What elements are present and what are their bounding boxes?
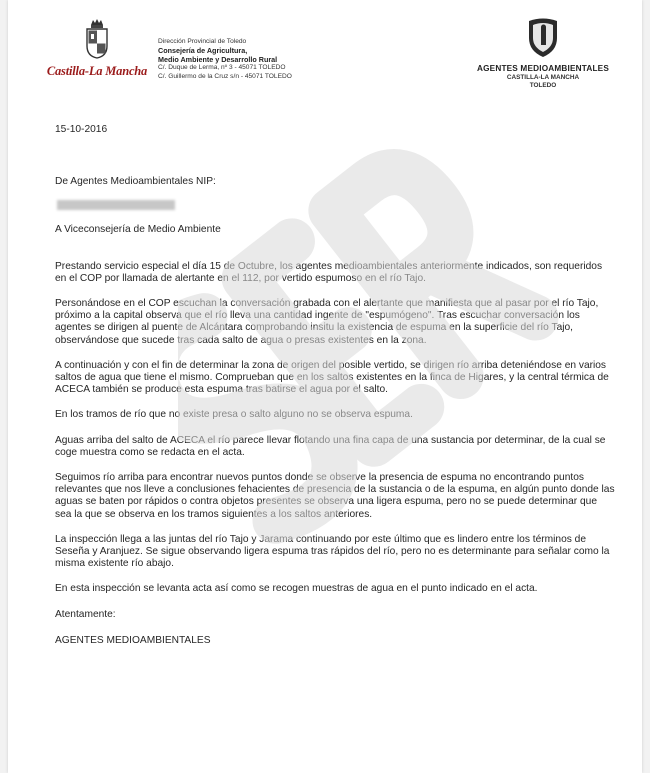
dept-address-2: C/. Guillermo de la Cruz s/n - 45071 TOLEDO [158, 72, 292, 80]
dept-line-1: Dirección Provincial de Toledo [158, 38, 247, 45]
agency-title: AGENTES MEDIOAMBIENTALES [476, 64, 609, 73]
letter-body [55, 124, 615, 659]
jccm-logo [38, 16, 156, 79]
letter-page [8, 0, 642, 773]
dept-line-2: Consejería de Agricultura, [158, 46, 248, 56]
department-block [158, 38, 368, 81]
dept-address-1: C/. Duque de Lerma, nº 3 - 45071 TOLEDO [158, 64, 286, 72]
paragraph-7: La inspección llega a las juntas del río Tajo y Jarama continuando por este último que es lindero entre los términos de Seseña y Aranjuez. Se sigue observando ligera espuma tras rápidos del río, pero no es determinante para señalar como la misma existente río abajo. [55, 533, 610, 570]
letter-from: De Agentes Medioambientales NIP: [55, 176, 216, 188]
letter-date: 15-10-2016 [55, 124, 108, 135]
agency-region: CASTILLA-LA MANCHA [506, 74, 580, 81]
coat-of-arms-icon [80, 16, 114, 60]
paragraph-8: En esta inspección se levanta acta así como se recogen muestras de agua en el punto indicado en el acta. [55, 583, 538, 595]
redacted-nip [57, 200, 175, 210]
paragraph-4: En los tramos de río que no existe presa o salto alguno no se observa espuma. [55, 409, 413, 421]
dept-line-3: Medio Ambiente y Desarrollo Rural [158, 55, 278, 65]
paragraph-5: Aguas arriba del salto de ACECA el río parece llevar flotando una fina capa de una sustancia por determinar, de la cual se coge muestra como se redacta en el acta. [55, 434, 606, 458]
closing: Atentamente: [55, 608, 116, 620]
agency-city: TOLEDO [529, 82, 557, 89]
brand-name: Castilla-La Mancha [46, 64, 148, 78]
signature: AGENTES MEDIOAMBIENTALES [55, 634, 211, 646]
paragraph-2: Personándose en el COP escuchan la conversación grabada con el alertante que manifiesta que al pasar por el río Tajo, próximo a la capital observa que el río lleva una cantidad ingente de "espumógeno". Tras escuchar conversación los agentes se dirigen al puente de Alcántara comprobando insitu la existencia de espuma en la superficie del río Tajo, observándose que sucede tras cada salto de agua o presas existentes en la zona. [55, 298, 599, 346]
paragraph-3: A continuación y con el fin de determinar la zona de origen del posible vertido, se dirigen río arriba deteniéndose en varios saltos de agua que tiene el mismo. Comprueban que en los saltos existentes en la finca de Higares, y la central térmica de ACECA también se produce esta espuma tras batirse el agua por el salto. [55, 359, 609, 396]
agency-block [463, 16, 623, 90]
paragraph-1: Prestando servicio especial el día 15 de Octubre, los agentes medioambientales anteriormente indicados, son requeridos en el COP por llamada de alertante en el 112, por vertido espumoso en el río Tajo. [55, 260, 603, 284]
shield-badge-icon [526, 16, 560, 58]
paragraph-6: Seguimos río arriba para encontrar nuevos puntos donde se observe la presencia de espuma no encontrando puntos relevantes que nos lleve a conclusiones fehacientes de presencia de la sustancia o de la espuma, en algún punto donde las aguas se baten por rápidos o contra objetos presentes se observa una ligera espuma, pero no se puede determinar que sea la que se observa en los tramos siguientes a los saltos anteriores. [55, 472, 615, 520]
letter-recipient: A Viceconsejería de Medio Ambiente [55, 224, 221, 236]
